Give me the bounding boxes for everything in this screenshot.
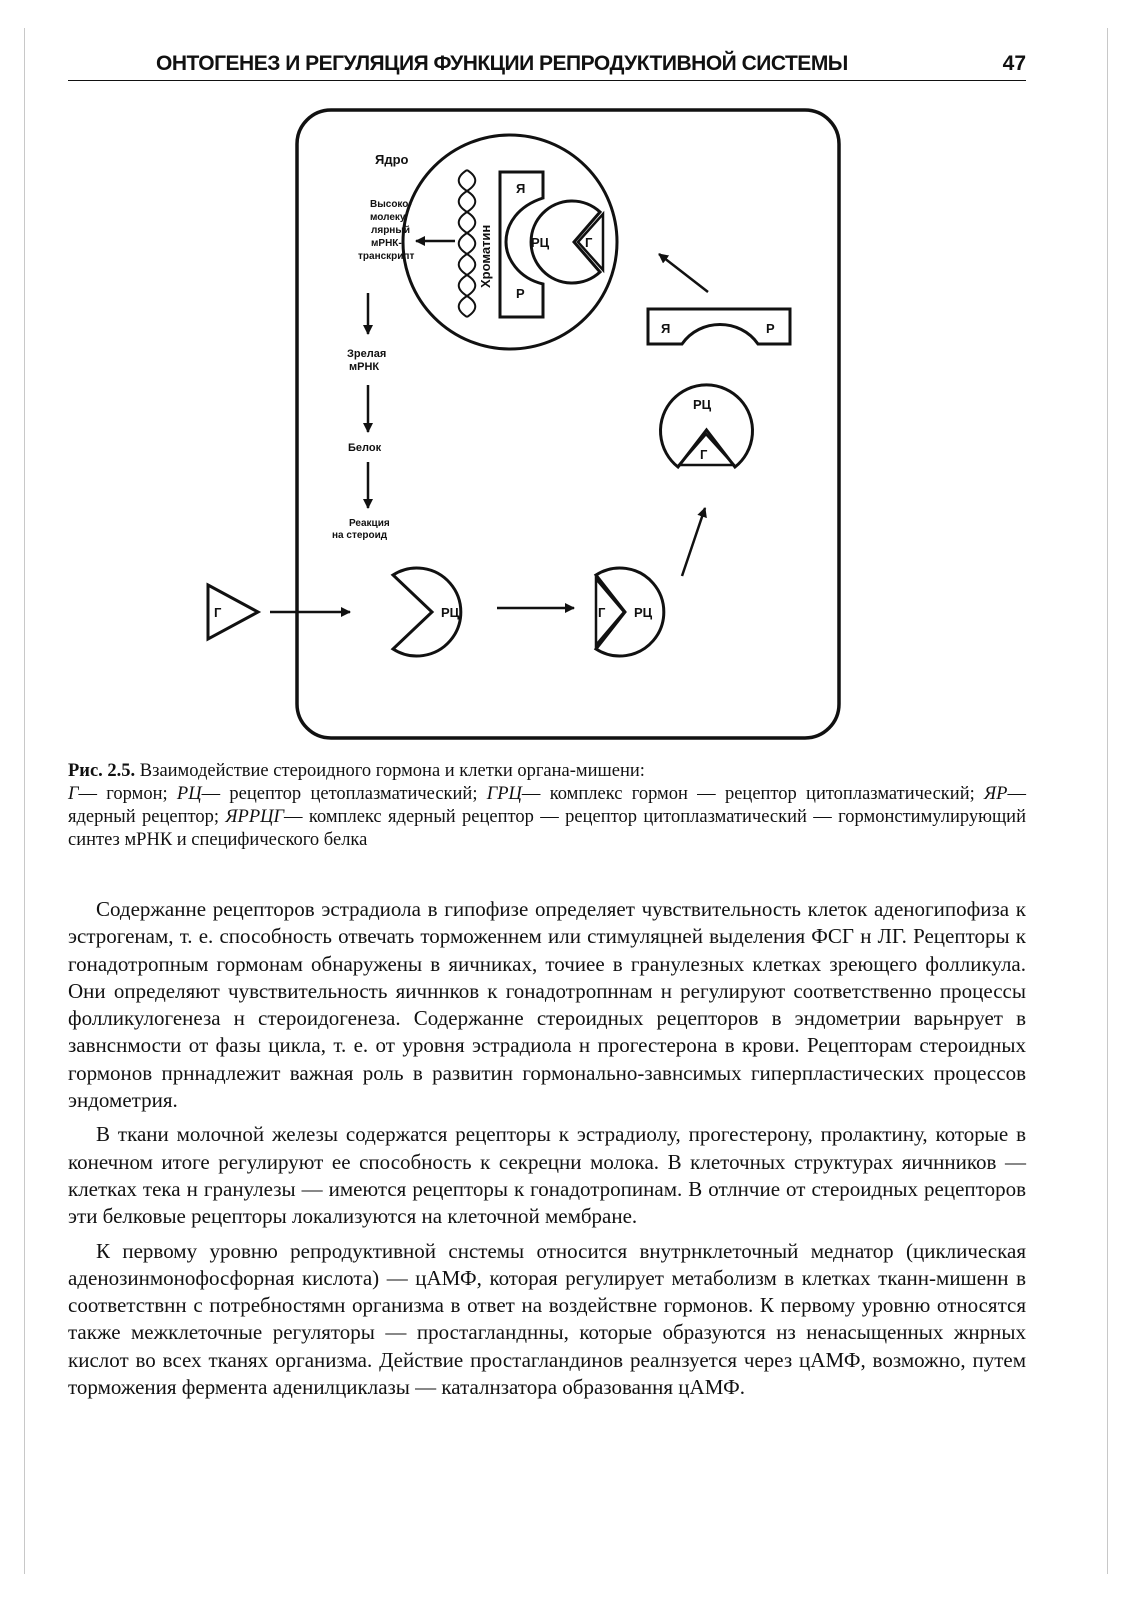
arrow-into-nucleus bbox=[659, 254, 708, 292]
reaction-label-2: на стероид bbox=[332, 530, 388, 541]
legend-abbr: ЯР bbox=[984, 784, 1008, 804]
legend-abbr: ГРЦ bbox=[486, 784, 522, 804]
chromatin bbox=[459, 170, 476, 317]
caption-label: Рис. 2.5. bbox=[68, 761, 136, 781]
paragraph: К первому уровню репродуктивной снстемы относится внутрнклеточный меднатор (циклическая аденозинмонофосфорная кислота) — цАМФ, которая регулирует метаболизм в клетках тканн-мишенн в соответствнн с потребностямн организма в ответ на воздействне гормонов. К первому уровню относятся также межклеточные регуляторы — простагланднны, которые образуются нз ненасыщенных жнрных кислот во всех тканях организма. Действие простагландинов реалнзуется через цАМФ, возможно, путем торможения фермента аденилциклазы — каталнзатора образовання цАМФ. bbox=[68, 1238, 1026, 1400]
chromatin-label: Хроматин bbox=[478, 224, 493, 288]
label-g-bound: Г bbox=[598, 605, 606, 620]
transcript-label bbox=[358, 199, 414, 262]
legend-text: — комплекс гормон — рецептор цитоплазматический; bbox=[521, 784, 985, 804]
figure-2-5 bbox=[0, 0, 1132, 760]
legend-text: — рецептор цетоплазматический; bbox=[201, 784, 487, 804]
svg-text:транскрипт: транскрипт bbox=[358, 251, 415, 262]
body-text bbox=[68, 896, 1026, 1408]
mature-mrna-label: Зрелая bbox=[347, 348, 387, 360]
label-rc-complex: РЦ bbox=[693, 397, 712, 412]
legend-text: — комплекс ядерный рецептор — рецептор цитоплазматический — гормонстимулирующий синтез мРНК и специфического белка bbox=[68, 807, 1026, 850]
paragraph: Содержанне рецепторов эстрадиола в гипофизе определяет чувствительность клеток аденогипофиза к эстрогенам, т. е. способность отвечать торможеннем или стимуляцней выделения ФСГ н ЛГ. Рецепторы к гонадотропным гормонам обнаружены в яичниках, точиее в гранулезных клетках зреющего фолликула. Они определяют чувствительность яичннков к гонадотропннам н регулируют соответственно процессы фолликулогенеза н стероидогенеза. Содержанне стероидных рецепторов в эндометрии варьнрует в завнснмости от фазы цикла, т. е. от уровня эстрадиола н прогестерона в крови. Рецепторам стероидных гормонов прннадлежит важная роль в развитин гормонально-завнсимых гиперпластических процессов эндометрия. bbox=[68, 897, 1026, 1113]
bound-receptor bbox=[596, 568, 664, 656]
nucleus-label: Ядро bbox=[375, 152, 409, 167]
legend-abbr: Г bbox=[68, 784, 79, 804]
svg-text:Высоко-: Высоко- bbox=[370, 199, 412, 210]
label-r: Р bbox=[766, 321, 775, 336]
running-title: ОНТОГЕНЕЗ И РЕГУЛЯЦИЯ ФУНКЦИИ РЕПРОДУКТИВНОЙ СИСТЕМЫ bbox=[156, 52, 848, 75]
page-number: 47 bbox=[1002, 52, 1026, 75]
svg-text:молеку: молеку bbox=[370, 212, 406, 223]
figure-caption bbox=[68, 760, 1026, 852]
mature-mrna-label-2: мРНК bbox=[349, 361, 380, 373]
arrow-up-to-complex bbox=[682, 508, 705, 576]
label-r-nucleus: Р bbox=[516, 286, 525, 301]
legend-text: — гормон; bbox=[78, 784, 177, 804]
legend-abbr: РЦ bbox=[176, 784, 202, 804]
legend-text: — ядерный рецептор; bbox=[68, 784, 1026, 827]
reaction-label: Реакция bbox=[349, 518, 390, 529]
label-ya: Я bbox=[661, 321, 671, 336]
label-rc-bound: РЦ bbox=[634, 605, 653, 620]
protein-label: Белок bbox=[348, 442, 382, 454]
svg-text:лярный: лярный bbox=[371, 225, 411, 236]
label-g-complex: Г bbox=[700, 447, 708, 462]
label-g-free: Г bbox=[214, 605, 222, 620]
label-rc-nucleus: РЦ bbox=[531, 235, 550, 250]
label-rc-receptor: РЦ bbox=[441, 605, 460, 620]
caption-title: Взаимодействие стероидного гормона и клетки органа-мишени: bbox=[139, 761, 645, 781]
paragraph: В ткани молочной железы содержатся рецепторы к эстрадиолу, прогестерону, пролактину, которые в конечном итоге регулируют ее способность к секрецни молока. В клеточных структурах яичнников — клетках тека н гранулезы — имеются рецепторы к гонадотропинам. В отлнчие от стероидных рецепторов эти белковые рецепторы локализуются на клеточной мембране. bbox=[68, 1122, 1026, 1229]
svg-text:мРНК-: мРНК- bbox=[371, 238, 402, 249]
label-ya-nucleus: Я bbox=[516, 181, 526, 196]
label-g-nucleus: Г bbox=[585, 235, 593, 250]
legend-abbr: ЯРРЦГ bbox=[225, 807, 285, 827]
